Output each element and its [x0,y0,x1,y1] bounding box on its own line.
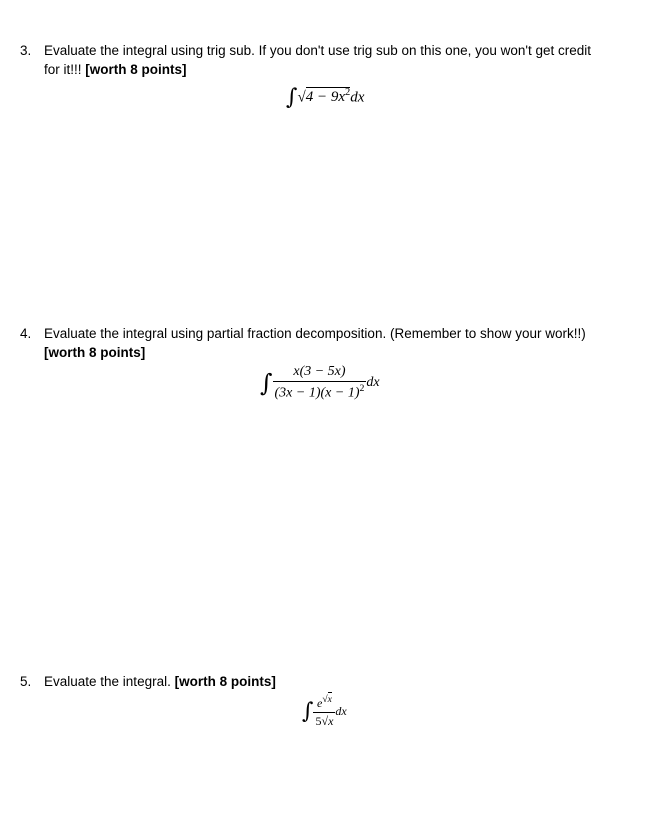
problem-3-line-2 [20,60,620,79]
radicand: $4 - 9x^2$ [305,87,351,106]
fraction [313,694,335,729]
problem-5-text: Evaluate the integral. [44,674,175,689]
integral-sign: ∫ [302,699,314,724]
problem-4-line-1 [20,324,620,343]
differential: dx [335,704,347,718]
denominator: $(3x - 1)(x - 1)^2$ [274,383,365,401]
numerator: x(3 − 5x) [273,364,367,382]
problem-3 [20,41,620,79]
problem-3-integral-expression [286,86,364,110]
problem-5 [20,672,620,691]
problem-3-points: [worth 8 points] [85,62,187,77]
problem-3-text-cont: for it!!! [44,62,86,77]
integral-sign: ∫ [260,368,273,397]
problem-3-line-1 [20,41,620,60]
problem-3-text: Evaluate the integral using trig sub. If you don't use trig sub on this one, you won't get credit [44,43,591,58]
problem-3-number: 3. [20,43,32,58]
problem-4 [20,324,620,362]
problem-5-points: [worth 8 points] [174,674,276,689]
problem-5-number: 5. [20,674,32,689]
problem-4-line-2 [20,343,620,362]
problem-4-integral-expression [260,364,380,402]
denominator: 5√x [315,714,334,728]
problem-4-number: 4. [20,326,32,341]
problem-5-integral-expression [302,694,347,729]
problem-4-text: Evaluate the integral using partial fraction decomposition. (Remember to show your work!!) [44,326,586,341]
differential: dx [350,89,365,106]
differential: dx [366,374,380,390]
problem-5-line-1 [20,672,620,691]
problem-4-points: [worth 8 points] [44,345,146,360]
numerator: $e^{√x}$ [313,694,335,713]
radical-sign: √ [297,89,306,106]
integral-sign: ∫ [286,85,298,110]
fraction [273,364,367,402]
